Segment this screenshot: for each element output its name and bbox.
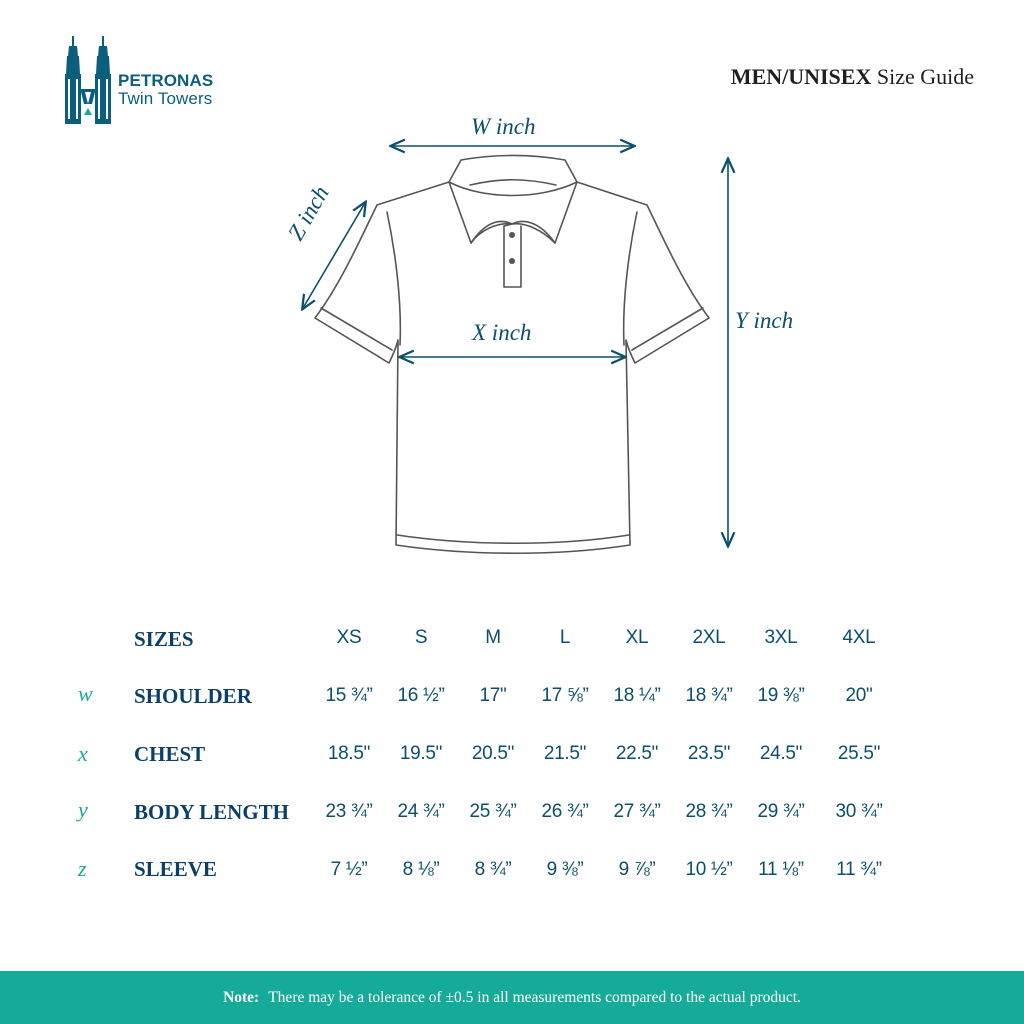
table-cell: 19.5"	[399, 743, 443, 764]
w-label: W inch	[471, 114, 536, 139]
table-cell: 10 ½”	[685, 859, 733, 880]
row-label-sleeve: SLEEVE	[134, 857, 217, 881]
z-label: Z inch	[283, 181, 334, 245]
table-cell: 8 ⅛”	[402, 859, 440, 880]
table-cell: 17 ⅝”	[541, 685, 589, 706]
table-cell: 25 ¾”	[469, 801, 517, 822]
row-letter-y: y	[78, 797, 88, 822]
table-cell: 18.5"	[327, 743, 371, 764]
row-letter-w: w	[78, 681, 93, 706]
table-cell: 29 ¾”	[757, 801, 805, 822]
size-header: XL	[625, 627, 649, 648]
note-label: Note:	[223, 988, 260, 1006]
table-cell: 21.5"	[543, 743, 587, 764]
size-header: S	[414, 627, 428, 648]
footer-note-bar	[0, 971, 1024, 1024]
table-cell: 18 ¼”	[613, 685, 661, 706]
table-cell: 26 ¾”	[541, 801, 589, 822]
size-header: L	[559, 627, 571, 648]
table-cell: 28 ¾”	[685, 801, 733, 822]
table-cell: 30 ¾”	[835, 801, 883, 822]
table-cell: 7 ½”	[330, 859, 368, 880]
table-cell: 11 ⅛”	[758, 859, 804, 880]
size-header: 3XL	[764, 627, 798, 648]
title-rest: Size Guide	[876, 64, 974, 89]
brand-line-1: PETRONAS	[118, 71, 214, 90]
table-cell: 20.5"	[471, 743, 515, 764]
x-label: X inch	[472, 320, 532, 345]
table-cell: 20"	[845, 685, 873, 706]
title-bold: MEN/UNISEX	[730, 64, 872, 89]
table-cell: 24.5"	[759, 743, 803, 764]
row-letter-z: z	[78, 856, 87, 881]
size-header: M	[485, 627, 501, 648]
table-cell: 15 ¾”	[325, 685, 373, 706]
table-cell: 11 ¾”	[836, 859, 882, 880]
table-cell: 8 ¾”	[474, 859, 512, 880]
table-cell: 9 ⅜”	[546, 859, 584, 880]
table-cell: 25.5"	[837, 743, 881, 764]
size-header: 2XL	[692, 627, 726, 648]
table-cell: 17"	[479, 685, 507, 706]
table-cell: 23.5"	[687, 743, 731, 764]
table-cell: 24 ¾”	[397, 801, 445, 822]
row-label-chest: CHEST	[134, 742, 206, 766]
row-label-shoulder: SHOULDER	[134, 684, 252, 708]
table-cell: 22.5"	[615, 743, 659, 764]
row-letter-x: x	[78, 741, 88, 766]
table-cell: 16 ½”	[397, 685, 445, 706]
size-header: 4XL	[842, 627, 876, 648]
brand-line-2: Twin Towers	[118, 89, 213, 108]
size-header: XS	[336, 627, 362, 648]
row-label-body-length: BODY LENGTH	[134, 800, 289, 824]
table-cell: 18 ¾”	[685, 685, 733, 706]
table-cell: 19 ⅜”	[757, 685, 805, 706]
note-text: There may be a tolerance of ±0.5 in all measurements compared to the actual product.	[268, 988, 801, 1006]
table-cell: 23 ¾”	[325, 801, 373, 822]
button-bottom	[509, 258, 515, 264]
sizes-header: SIZES	[134, 627, 194, 651]
table-cell: 9 ⅞”	[618, 859, 656, 880]
table-cell: 27 ¾”	[613, 801, 661, 822]
shirt-outline	[315, 156, 709, 554]
button-top	[509, 232, 515, 238]
y-label: Y inch	[735, 308, 794, 333]
